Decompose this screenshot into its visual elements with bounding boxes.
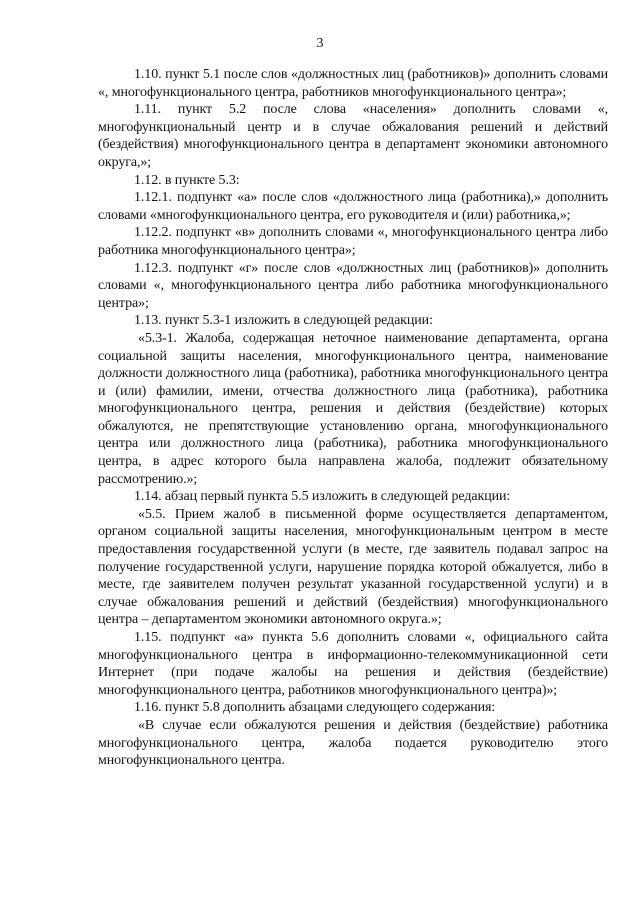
paragraph-5-5-quote: «5.5. Прием жалоб в письменной форме осуществляется департаментом, органом социальной защиты населения, многофункциональным центром в месте предоставления государственной услуги (в месте, где заявитель подавал запрос на получение государственной услуги, нарушение порядка которой обжалуется, либо в месте, где заявителем получен результат указанной государственной услуги) и в случае обжалования решений и действий (бездействия) многофункционального центра – департаментом экономики автономного округа.»;: [98, 506, 608, 628]
paragraph-1-14: 1.14. абзац первый пункта 5.5 изложить в следующей редакции:: [134, 489, 511, 505]
paragraph-1-16: 1.16. пункт 5.8 дополнить абзацами следующего содержания:: [134, 700, 496, 716]
document-body: [98, 66, 608, 770]
paragraph-1-12: 1.12. в пункте 5.3:: [134, 172, 240, 188]
paragraph-1-12-2: 1.12.2. подпункт «в» дополнить словами «, многофункционального центра либо работника многофункционального центра»;: [98, 225, 608, 258]
page-number: 3: [316, 36, 324, 51]
paragraph-1-11: 1.11. пункт 5.2 после слова «населения» дополнить словами «, многофункциональный центр и в случае обжалования решений и действий (бездействия) многофункционального центра в департамент экономики автономного округа,»;: [98, 102, 608, 170]
paragraph-5-3-1-quote: «5.3-1. Жалоба, содержащая неточное наименование департамента, органа социальной защиты населения, многофункционального центра, наименование должности должностного лица (работника), работника многофункционального центра и (или) фамилии, имени, отчества должностного лица (работника), работника многофункционального центра, решения и действия (бездействие) которых обжалуются, не препятствующие установлению органа, многофункционального центра или должностного лица (работника), работника многофункционального центра, в адрес которого была направлена жалоба, подлежит обязательному рассмотрению.»;: [98, 330, 608, 487]
paragraph-1-12-1: 1.12.1. подпункт «а» после слов «должностного лица (работника),» дополнить словами «многофункционального центра, его руководителя и (или) работника,»;: [98, 190, 608, 223]
paragraph-5-8-quote: «В случае если обжалуются решения и действия (бездействие) работника многофункционального центра, жалоба подается руководителю этого многофункционального центра.: [98, 717, 608, 769]
paragraph-1-12-3: 1.12.3. подпункт «г» после слов «должностных лиц (работников)» дополнить словами «, многофункционального центра либо работника многофункционального центра»;: [98, 260, 608, 311]
paragraph-1-10: 1.10. пункт 5.1 после слов «должностных лиц (работников)» дополнить словами «, многофункционального центра, работников многофункционального центра»;: [98, 67, 608, 100]
paragraph-1-15: 1.15. подпункт «а» пункта 5.6 дополнить словами «, официального сайта многофункционального центра в информационно-телекоммуникационной сети Интернет (при подаче жалобы на решения и действия (бездействие) многофункционального центра, работников многофункционального центра)»;: [98, 630, 608, 698]
paragraph-1-13: 1.13. пункт 5.3-1 изложить в следующей редакции:: [134, 313, 433, 329]
